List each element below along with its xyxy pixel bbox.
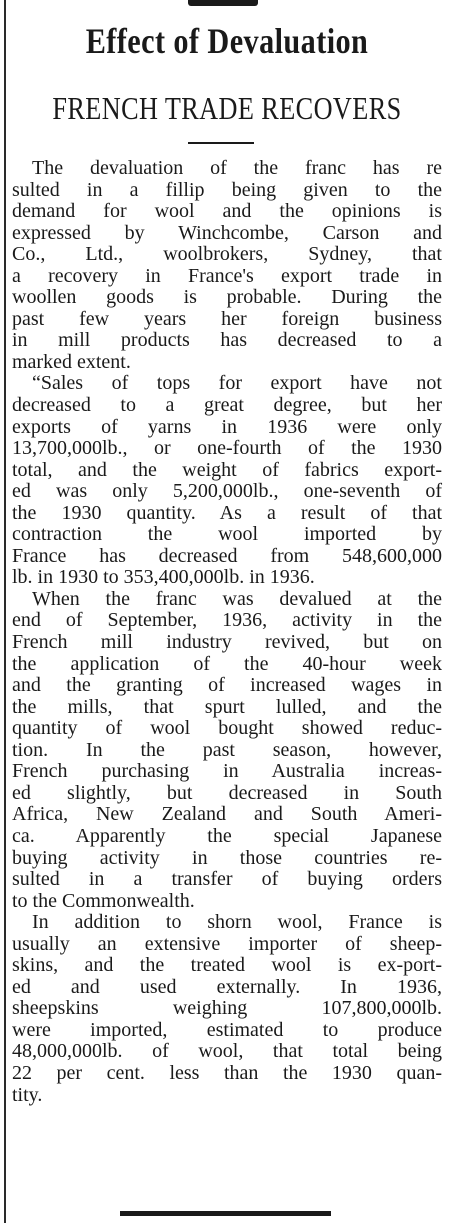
body-line: total, and the weight of fabrics export- — [12, 458, 442, 481]
body-line: “Sales of tops for export have not — [32, 372, 442, 395]
paragraph-1 — [12, 158, 442, 373]
body-line: the 1930 quantity. As a result of that — [12, 501, 442, 524]
body-line: were imported, estimated to produce — [12, 1018, 442, 1041]
body-line: the application of the 40-hour week — [12, 652, 442, 675]
headline-divider — [188, 142, 254, 144]
paragraph-3 — [12, 589, 442, 912]
body-line: ed was only 5,200,000lb., one-seventh of — [12, 480, 442, 503]
body-line: Africa, New Zealand and South Ameri- — [12, 803, 442, 826]
headline: Effect of Devaluation — [85, 21, 369, 61]
body-line: French purchasing in Australia increas- — [12, 760, 442, 783]
body-line: and the granting of increased wages in — [12, 674, 442, 697]
body-line: In addition to shorn wool, France is — [32, 911, 442, 934]
body-line: quantity of wool bought showed reduc- — [12, 717, 442, 740]
body-line: woollen goods is probable. During the — [12, 286, 442, 309]
end-rule — [120, 1211, 331, 1216]
body-line: skins, and the treated wool is ex-port- — [12, 954, 442, 977]
paragraph-4 — [12, 912, 442, 1106]
article-body — [12, 158, 442, 1106]
body-line: demand for wool and the opinions is — [12, 200, 442, 223]
body-line: past few years her foreign business — [12, 307, 442, 330]
body-line: lb. in 1930 to 353,400,000lb. in 1936. — [12, 566, 315, 589]
body-line: tity. — [12, 1083, 43, 1106]
body-line: usually an extensive importer of sheep- — [12, 932, 442, 955]
body-line: 22 per cent. less than the 1930 quan- — [12, 1061, 442, 1084]
body-line: to the Commonwealth. — [12, 889, 195, 912]
body-line: the mills, that spurt lulled, and the — [12, 695, 442, 718]
body-line: buying activity in those countries re- — [12, 846, 442, 869]
body-line: When the franc was devalued at the — [32, 587, 442, 610]
body-line: ca. Apparently the special Japanese — [12, 824, 442, 847]
body-line: tion. In the past season, however, — [12, 738, 442, 761]
body-line: The devaluation of the franc has re — [32, 157, 442, 179]
body-line: end of September, 1936, activity in the — [12, 609, 442, 632]
body-line: contraction the wool imported by — [12, 523, 442, 546]
body-line: French mill industry revived, but on — [12, 631, 442, 654]
body-line: in mill products has decreased to a — [12, 329, 442, 352]
body-line: sulted in a fillip being given to the — [12, 178, 442, 201]
body-line: France has decreased from 548,600,000 — [12, 544, 442, 567]
body-line: decreased to a great degree, but her — [12, 394, 442, 417]
body-line: sulted in a transfer of buying orders — [12, 868, 442, 891]
body-line: sheepskins weighing 107,800,000lb. — [12, 997, 442, 1020]
body-line: ed and used externally. In 1936, — [12, 975, 442, 998]
body-line: a recovery in France's export trade in — [12, 264, 442, 287]
body-line: marked extent. — [12, 350, 131, 373]
body-line: 13,700,000lb., or one-fourth of the 1930 — [12, 437, 442, 460]
body-line: exports of yarns in 1936 were only — [12, 415, 442, 438]
body-line: ed slightly, but decreased in South — [12, 781, 442, 804]
paragraph-2 — [12, 373, 442, 588]
body-line: 48,000,000lb. of wool, that total being — [12, 1040, 442, 1063]
column-rule — [4, 0, 6, 1223]
body-line: expressed by Winchcombe, Carson and — [12, 221, 442, 244]
subheadline: FRENCH TRADE RECOVERS — [52, 90, 402, 126]
previous-article-fragment — [188, 0, 258, 6]
body-line: Co., Ltd., woolbrokers, Sydney, that — [12, 243, 442, 266]
